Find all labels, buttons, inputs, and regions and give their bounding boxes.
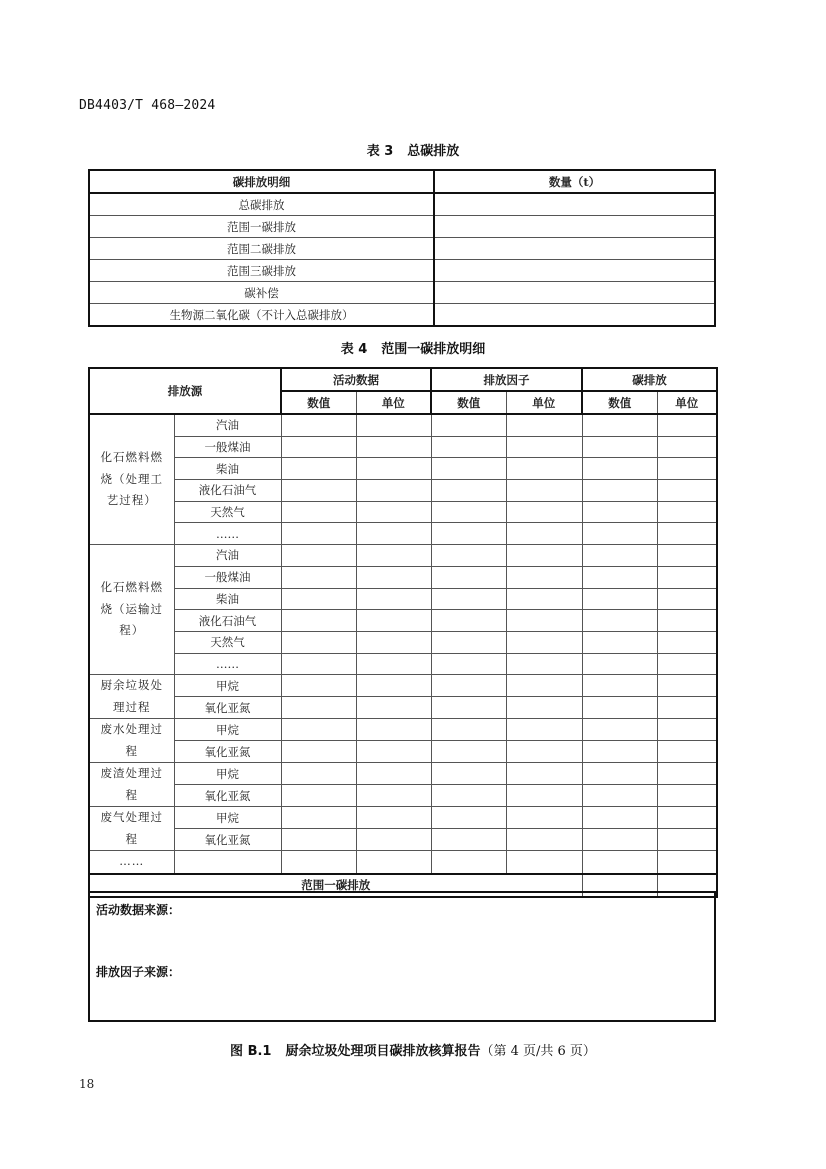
activity-value-cell[interactable]: [281, 653, 356, 675]
header-carbon-emission: 碳排放: [582, 368, 717, 391]
emission-unit-cell[interactable]: [657, 763, 717, 785]
factor-unit-cell[interactable]: [506, 829, 582, 851]
emission-unit-cell[interactable]: [657, 697, 717, 719]
factor-value-cell[interactable]: [431, 785, 506, 807]
table-row: [89, 523, 717, 545]
emission-unit-cell[interactable]: [657, 610, 717, 632]
activity-unit-cell[interactable]: [356, 763, 431, 785]
table3-header-detail: 碳排放明细: [89, 170, 434, 193]
factor-value-cell[interactable]: [431, 523, 506, 545]
subheader-value: 数值: [281, 391, 356, 414]
factor-value-cell[interactable]: [431, 414, 506, 436]
item-label: 液化石油气: [174, 480, 281, 502]
row-label: 生物源二氧化碳（不计入总碳排放）: [89, 304, 434, 327]
group-label: 化石燃料燃烧（处理工艺过程）: [89, 414, 174, 545]
figure-caption: [0, 1040, 826, 1059]
emission-unit-cell[interactable]: [657, 653, 717, 675]
emission-value-cell[interactable]: [582, 458, 657, 480]
activity-value-cell[interactable]: [281, 610, 356, 632]
factor-value-cell[interactable]: [431, 829, 506, 851]
document-code: DB4403/T 468—2024: [79, 98, 216, 113]
emission-unit-cell[interactable]: [657, 566, 717, 588]
factor-unit-cell[interactable]: [506, 523, 582, 545]
table-row: [89, 741, 717, 763]
row-label: 总碳排放: [89, 193, 434, 216]
page-number: 18: [79, 1077, 95, 1091]
table-row: [89, 545, 717, 567]
table-row: [89, 238, 715, 260]
table-row: [89, 282, 715, 304]
item-label: 氧化亚氮: [174, 741, 281, 763]
table-row: [89, 807, 717, 829]
emission-value-cell[interactable]: [582, 414, 657, 436]
activity-value-cell[interactable]: [281, 763, 356, 785]
factor-unit-cell[interactable]: [506, 741, 582, 763]
factor-unit-cell[interactable]: [506, 763, 582, 785]
activity-unit-cell[interactable]: [356, 719, 431, 741]
table-row: [89, 501, 717, 523]
emission-value-cell[interactable]: [582, 545, 657, 567]
item-label: 甲烷: [174, 719, 281, 741]
table-row: [89, 785, 717, 807]
activity-value-cell[interactable]: [281, 588, 356, 610]
emission-unit-cell[interactable]: [657, 523, 717, 545]
emission-unit-cell[interactable]: [657, 631, 717, 653]
emission-value-cell[interactable]: [582, 566, 657, 588]
factor-unit-cell[interactable]: [506, 545, 582, 567]
table-row: [89, 588, 717, 610]
emission-value-cell[interactable]: [582, 480, 657, 502]
table-row: [89, 414, 717, 436]
factor-unit-cell[interactable]: [506, 458, 582, 480]
item-label: 氧化亚氮: [174, 829, 281, 851]
emission-value-cell[interactable]: [582, 697, 657, 719]
emission-value-cell[interactable]: [582, 719, 657, 741]
item-label: 一般煤油: [174, 566, 281, 588]
factor-value-cell[interactable]: [431, 501, 506, 523]
quantity-cell[interactable]: [434, 216, 715, 238]
factor-value-cell[interactable]: [431, 610, 506, 632]
table-row: [89, 610, 717, 632]
item-label: 天然气: [174, 631, 281, 653]
row-label: 范围三碳排放: [89, 260, 434, 282]
header-emission-factor: 排放因子: [431, 368, 582, 391]
emission-unit-cell[interactable]: [657, 719, 717, 741]
activity-unit-cell[interactable]: [356, 501, 431, 523]
emission-value-cell[interactable]: [582, 436, 657, 458]
row-label: 碳补偿: [89, 282, 434, 304]
activity-unit-cell[interactable]: [356, 653, 431, 675]
table-row: [89, 829, 717, 851]
item-label: 天然气: [174, 501, 281, 523]
activity-data-source-label: 活动数据来源：: [96, 903, 181, 917]
quantity-cell[interactable]: [434, 238, 715, 260]
table-row: [89, 653, 717, 675]
emission-value-cell[interactable]: [582, 631, 657, 653]
activity-value-cell[interactable]: [281, 523, 356, 545]
factor-unit-cell[interactable]: [506, 414, 582, 436]
factor-unit-cell[interactable]: [506, 675, 582, 697]
emission-value-cell[interactable]: [582, 523, 657, 545]
item-label: 汽油: [174, 545, 281, 567]
table-row: [89, 697, 717, 719]
emission-value-cell[interactable]: [582, 675, 657, 697]
row-label: 范围一碳排放: [89, 216, 434, 238]
emission-unit-cell[interactable]: [657, 741, 717, 763]
emission-unit-cell[interactable]: [657, 414, 717, 436]
group-label: 废水处理过程: [89, 719, 174, 763]
table3-total-emissions: [88, 169, 716, 327]
item-label: 甲烷: [174, 807, 281, 829]
factor-unit-cell[interactable]: [506, 697, 582, 719]
table-row: [89, 719, 717, 741]
factor-value-cell[interactable]: [431, 807, 506, 829]
quantity-cell[interactable]: [434, 193, 715, 216]
subheader-unit: 单位: [657, 391, 717, 414]
activity-value-cell[interactable]: [281, 719, 356, 741]
item-label: 液化石油气: [174, 610, 281, 632]
table-row: [89, 216, 715, 238]
emission-value-cell[interactable]: [582, 588, 657, 610]
item-label: 氧化亚氮: [174, 697, 281, 719]
activity-unit-cell[interactable]: [356, 566, 431, 588]
emission-unit-cell[interactable]: [657, 829, 717, 851]
factor-unit-cell[interactable]: [506, 851, 582, 874]
activity-value-cell[interactable]: [281, 851, 356, 874]
emission-value-cell[interactable]: [582, 610, 657, 632]
subheader-unit: 单位: [506, 391, 582, 414]
figure-title: 厨余垃圾处理项目碳排放核算报告: [285, 1044, 481, 1059]
item-label: 甲烷: [174, 675, 281, 697]
emission-unit-cell[interactable]: [657, 436, 717, 458]
item-label: 氧化亚氮: [174, 785, 281, 807]
figure-page-info: （第 4 页/共 6 页）: [480, 1044, 596, 1059]
activity-value-cell[interactable]: [281, 414, 356, 436]
emission-value-cell[interactable]: [582, 829, 657, 851]
quantity-cell[interactable]: [434, 260, 715, 282]
emission-unit-cell[interactable]: [657, 480, 717, 502]
table-row: [89, 851, 717, 874]
factor-value-cell[interactable]: [431, 631, 506, 653]
factor-unit-cell[interactable]: [506, 588, 582, 610]
activity-unit-cell[interactable]: [356, 414, 431, 436]
table-row: [89, 480, 717, 502]
activity-unit-cell[interactable]: [356, 851, 431, 874]
table4-caption-title: 范围一碳排放明细: [381, 342, 486, 357]
group-label: ……: [89, 851, 174, 874]
factor-value-cell[interactable]: [431, 588, 506, 610]
activity-value-cell[interactable]: [281, 697, 356, 719]
emission-value-cell[interactable]: [582, 741, 657, 763]
summary-label: 范围一碳排放: [89, 874, 582, 897]
table3-caption-title: 总碳排放: [407, 144, 460, 159]
table4-scope1-emissions: [88, 367, 718, 898]
table-row: [89, 193, 715, 216]
factor-unit-cell[interactable]: [506, 807, 582, 829]
group-label: 废气处理过程: [89, 807, 174, 851]
table-row: [89, 566, 717, 588]
activity-unit-cell[interactable]: [356, 458, 431, 480]
activity-value-cell[interactable]: [281, 480, 356, 502]
table3-caption-number: 表 3: [366, 144, 394, 159]
subheader-value: 数值: [582, 391, 657, 414]
factor-value-cell[interactable]: [431, 851, 506, 874]
activity-value-cell[interactable]: [281, 741, 356, 763]
factor-unit-cell[interactable]: [506, 566, 582, 588]
emission-unit-cell[interactable]: [657, 588, 717, 610]
factor-unit-cell[interactable]: [506, 501, 582, 523]
header-activity-data: 活动数据: [281, 368, 431, 391]
item-label: 甲烷: [174, 763, 281, 785]
emission-value-cell[interactable]: [582, 763, 657, 785]
emission-value-cell[interactable]: [582, 807, 657, 829]
factor-unit-cell[interactable]: [506, 631, 582, 653]
factor-unit-cell[interactable]: [506, 610, 582, 632]
factor-value-cell[interactable]: [431, 763, 506, 785]
table3-caption: [0, 140, 826, 159]
item-label: 一般煤油: [174, 436, 281, 458]
factor-unit-cell[interactable]: [506, 785, 582, 807]
emission-value-cell[interactable]: [582, 785, 657, 807]
emission-unit-cell[interactable]: [657, 675, 717, 697]
table-row: [89, 631, 717, 653]
emission-unit-cell[interactable]: [657, 458, 717, 480]
item-label: 柴油: [174, 458, 281, 480]
quantity-cell[interactable]: [434, 282, 715, 304]
emission-unit-cell[interactable]: [657, 807, 717, 829]
emission-unit-cell[interactable]: [657, 851, 717, 874]
item-label: [174, 851, 281, 874]
activity-value-cell[interactable]: [281, 675, 356, 697]
table-row: [89, 458, 717, 480]
activity-unit-cell[interactable]: [356, 741, 431, 763]
activity-unit-cell[interactable]: [356, 523, 431, 545]
factor-value-cell[interactable]: [431, 458, 506, 480]
activity-unit-cell[interactable]: [356, 829, 431, 851]
table-row: [89, 436, 717, 458]
table-row: [89, 304, 715, 327]
activity-unit-cell[interactable]: [356, 697, 431, 719]
activity-unit-cell[interactable]: [356, 545, 431, 567]
data-sources-box: [88, 891, 716, 1022]
factor-value-cell[interactable]: [431, 436, 506, 458]
activity-unit-cell[interactable]: [356, 631, 431, 653]
factor-value-cell[interactable]: [431, 719, 506, 741]
activity-unit-cell[interactable]: [356, 610, 431, 632]
activity-value-cell[interactable]: [281, 501, 356, 523]
item-label: 汽油: [174, 414, 281, 436]
factor-unit-cell[interactable]: [506, 653, 582, 675]
table-row: [89, 763, 717, 785]
activity-value-cell[interactable]: [281, 785, 356, 807]
activity-unit-cell[interactable]: [356, 785, 431, 807]
emission-unit-cell[interactable]: [657, 545, 717, 567]
factor-value-cell[interactable]: [431, 545, 506, 567]
factor-unit-cell[interactable]: [506, 719, 582, 741]
group-label: 废渣处理过程: [89, 763, 174, 807]
factor-unit-cell[interactable]: [506, 436, 582, 458]
activity-value-cell[interactable]: [281, 566, 356, 588]
item-label: 柴油: [174, 588, 281, 610]
group-label: 化石燃料燃烧（运输过程）: [89, 545, 174, 675]
factor-value-cell[interactable]: [431, 653, 506, 675]
activity-unit-cell[interactable]: [356, 675, 431, 697]
activity-unit-cell[interactable]: [356, 480, 431, 502]
table4-caption-number: 表 4: [340, 342, 368, 357]
activity-value-cell[interactable]: [281, 631, 356, 653]
factor-value-cell[interactable]: [431, 675, 506, 697]
figure-number: 图 B.1: [230, 1044, 272, 1059]
factor-value-cell[interactable]: [431, 566, 506, 588]
activity-value-cell[interactable]: [281, 458, 356, 480]
activity-value-cell[interactable]: [281, 436, 356, 458]
activity-value-cell[interactable]: [281, 807, 356, 829]
table-row: [89, 260, 715, 282]
group-label: 厨余垃圾处理过程: [89, 675, 174, 719]
activity-unit-cell[interactable]: [356, 807, 431, 829]
subheader-unit: 单位: [356, 391, 431, 414]
subheader-value: 数值: [431, 391, 506, 414]
emission-factor-source-label: 排放因子来源：: [96, 965, 181, 979]
factor-value-cell[interactable]: [431, 741, 506, 763]
emission-unit-cell[interactable]: [657, 785, 717, 807]
emission-value-cell[interactable]: [582, 653, 657, 675]
table4-caption: [0, 338, 826, 357]
emission-value-cell[interactable]: [582, 501, 657, 523]
quantity-cell[interactable]: [434, 304, 715, 327]
activity-unit-cell[interactable]: [356, 588, 431, 610]
emission-value-cell[interactable]: [582, 851, 657, 874]
factor-value-cell[interactable]: [431, 480, 506, 502]
item-label: ……: [174, 653, 281, 675]
emission-unit-cell[interactable]: [657, 501, 717, 523]
factor-value-cell[interactable]: [431, 697, 506, 719]
table-row: [89, 675, 717, 697]
header-emission-source: 排放源: [89, 368, 281, 414]
activity-unit-cell[interactable]: [356, 436, 431, 458]
activity-value-cell[interactable]: [281, 545, 356, 567]
table3-header-quantity: 数量（t）: [434, 170, 715, 193]
factor-unit-cell[interactable]: [506, 480, 582, 502]
row-label: 范围二碳排放: [89, 238, 434, 260]
item-label: ……: [174, 523, 281, 545]
activity-value-cell[interactable]: [281, 829, 356, 851]
